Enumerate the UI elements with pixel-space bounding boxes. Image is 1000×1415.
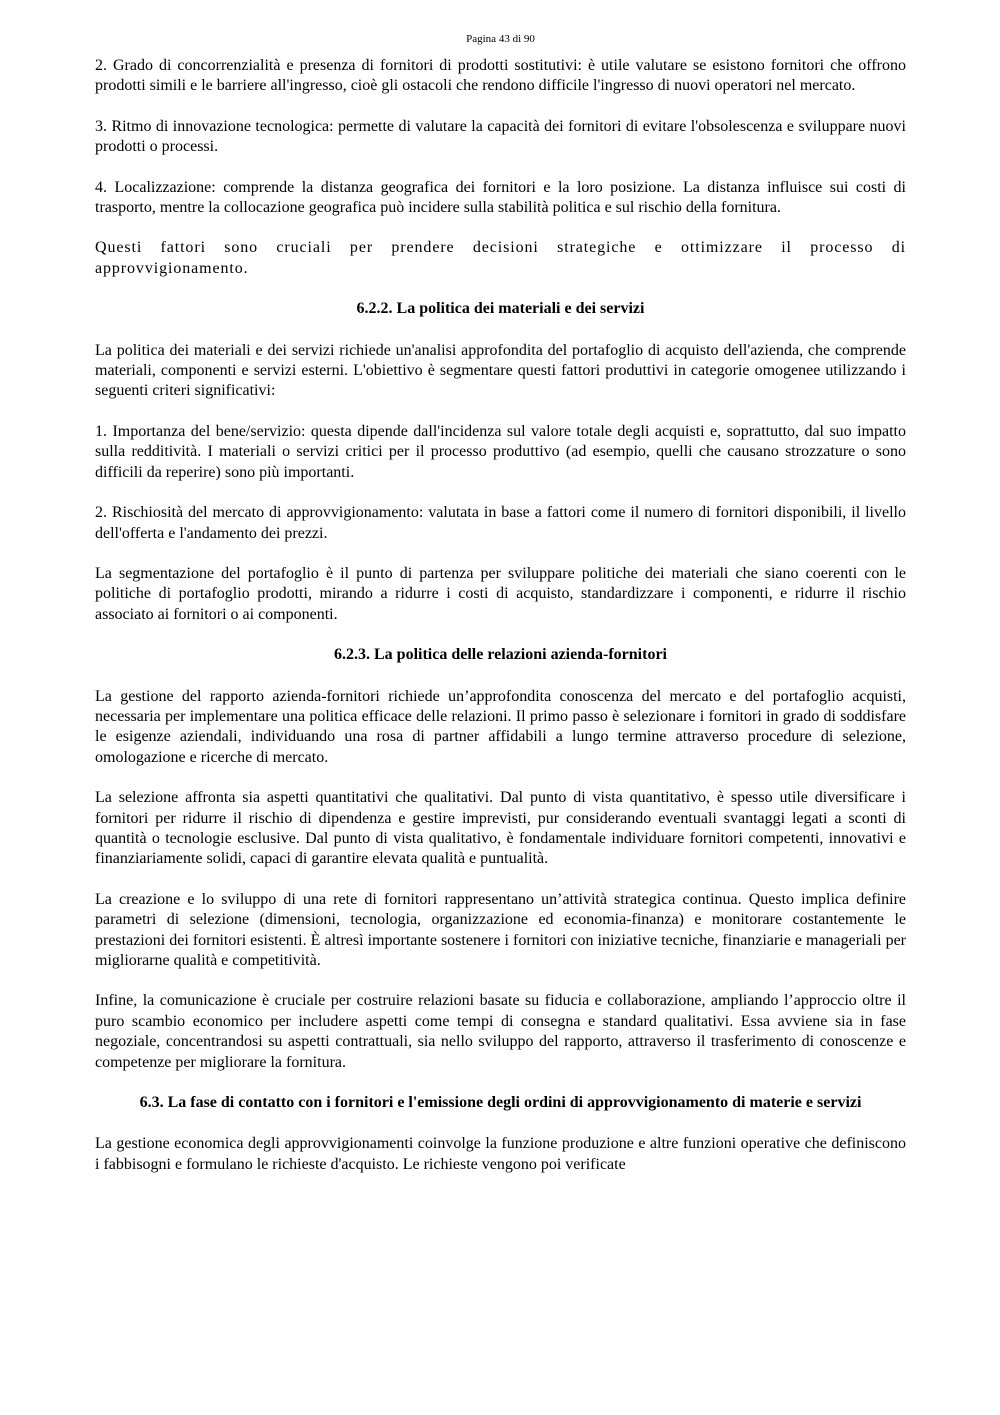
- page-number: Pagina 43 di 90: [466, 33, 535, 45]
- paragraph-importance: 1. Importanza del bene/servizio: questa dipende dall'incidenza sul valore totale degli acquisti e, soprattutto, dal suo impatto sulla redditività. I materiali o servizi critici per il processo produttivo (ad esempio, quelli che causano strozzature o sono difficili da reperire) sono più importanti.: [95, 422, 906, 481]
- paragraph-innovation: 3. Ritmo di innovazione tecnologica: permette di valutare la capacità dei fornitori di evitare l'obsolescenza e sviluppare nuovi prodotti o processi.: [95, 117, 906, 156]
- paragraph-segmentation: La segmentazione del portafoglio è il punto di partenza per sviluppare politiche dei materiali che siano coerenti con le politiche di portafoglio prodotti, mirando a ridurre i costi di acquisto, standardizzare i componenti, e ridurre il rischio associato ai fornitori o ai componenti.: [95, 564, 906, 623]
- paragraph-supplier-relations: La gestione del rapporto azienda-fornitori richiede un’approfondita conoscenza del mercato e del portafoglio acquisti, necessaria per implementare una politica efficace delle relazioni. Il primo passo è selezionare i fornitori in grado di soddisfare le esigenze aziendali, individuando una rosa di partner affidabili a lungo termine attraverso procedure di selezione, omologazione e ricerche di mercato.: [95, 687, 906, 766]
- paragraph-economic-management: La gestione economica degli approvvigionamenti coinvolge la funzione produzione e altre funzioni operative che definiscono i fabbisogni e formulano le richieste d'acquisto. Le richieste vengono poi verificate: [95, 1135, 906, 1173]
- paragraph-market-risk: 2. Rischiosità del mercato di approvvigionamento: valutata in base a fattori come il numero di fornitori disponibili, il livello dell'offerta e l'andamento dei prezzi.: [95, 504, 906, 542]
- paragraph-location: 4. Localizzazione: comprende la distanza geografica dei fornitori e la loro posizione. La distanza influisce sui costi di trasporto, mentre la collocazione geografica può incidere sulla stabilità politica e sul rischio della fornitura.: [95, 178, 906, 217]
- document-page: [95, 0, 906, 1175]
- section-heading-6-3: 6.3. La fase di contatto con i fornitori e l'emissione degli ordini di approvvigionamento di materie e servizi: [139, 1094, 862, 1112]
- paragraph-supplier-network: La creazione e lo sviluppo di una rete di fornitori rappresentano un’attività strategica continua. Questo implica definire parametri di selezione (dimensioni, tecnologia, organizzazione ed economia-finanza) e monitorare costantemente le prestazioni dei fornitori esistenti. È altresì importante sostenere i fornitori con iniziative tecniche, finanziarie e manageriali per migliorarne qualità e competitività.: [95, 890, 906, 969]
- paragraph-selection: La selezione affronta sia aspetti quantitativi che qualitativi. Dal punto di vista quantitativo, è spesso utile diversificare i fornitori per ridurre il rischio di dipendenza e gestire imprevisti, pur considerando eventuali svantaggi legati a sconti di quantità o tecnologie esclusive. Dal punto di vista qualitativo, è fondamentale individuare fornitori competenti, innovativi e finanziariamente solidi, capaci di garantire elevata qualità e puntualità.: [95, 789, 906, 868]
- paragraph-communication: Infine, la comunicazione è cruciale per costruire relazioni basate su fiducia e collaborazione, ampliando l’approccio oltre il puro scambio economico per includere aspetti come tempi di consegna e standard qualitativi. Essa avviene sia in fase negoziale, concentrandosi su aspetti contrattuali, sia nello sviluppo del rapporto, attraverso il trasferimento di conoscenze e competenze per migliorare la fornitura.: [95, 992, 906, 1071]
- section-heading-6-2-2: 6.2.2. La politica dei materiali e dei servizi: [356, 300, 645, 318]
- section-heading-6-2-3: 6.2.3. La politica delle relazioni azienda-fornitori: [334, 646, 667, 664]
- paragraph-materials-policy: La politica dei materiali e dei servizi richiede un'analisi approfondita del portafoglio di acquisto dell'azienda, che comprende materiali, componenti e servizi esterni. L'obiettivo è segmentare questi fattori produttivi in categorie omogenee utilizzando i seguenti criteri significativi:: [95, 341, 906, 400]
- paragraph-competition: 2. Grado di concorrenzialità e presenza di fornitori di prodotti sostitutivi: è utile valutare se esistono fornitori che offrono prodotti simili e le barriere all'ingresso, cioè gli ostacoli che rendono difficile l'ingresso di nuovi operatori nel mercato.: [95, 57, 906, 95]
- paragraph-factors-summary: Questi fattori sono cruciali per prendere decisioni strategiche e ottimizzare il processo di approvvigionamento.: [95, 239, 906, 277]
